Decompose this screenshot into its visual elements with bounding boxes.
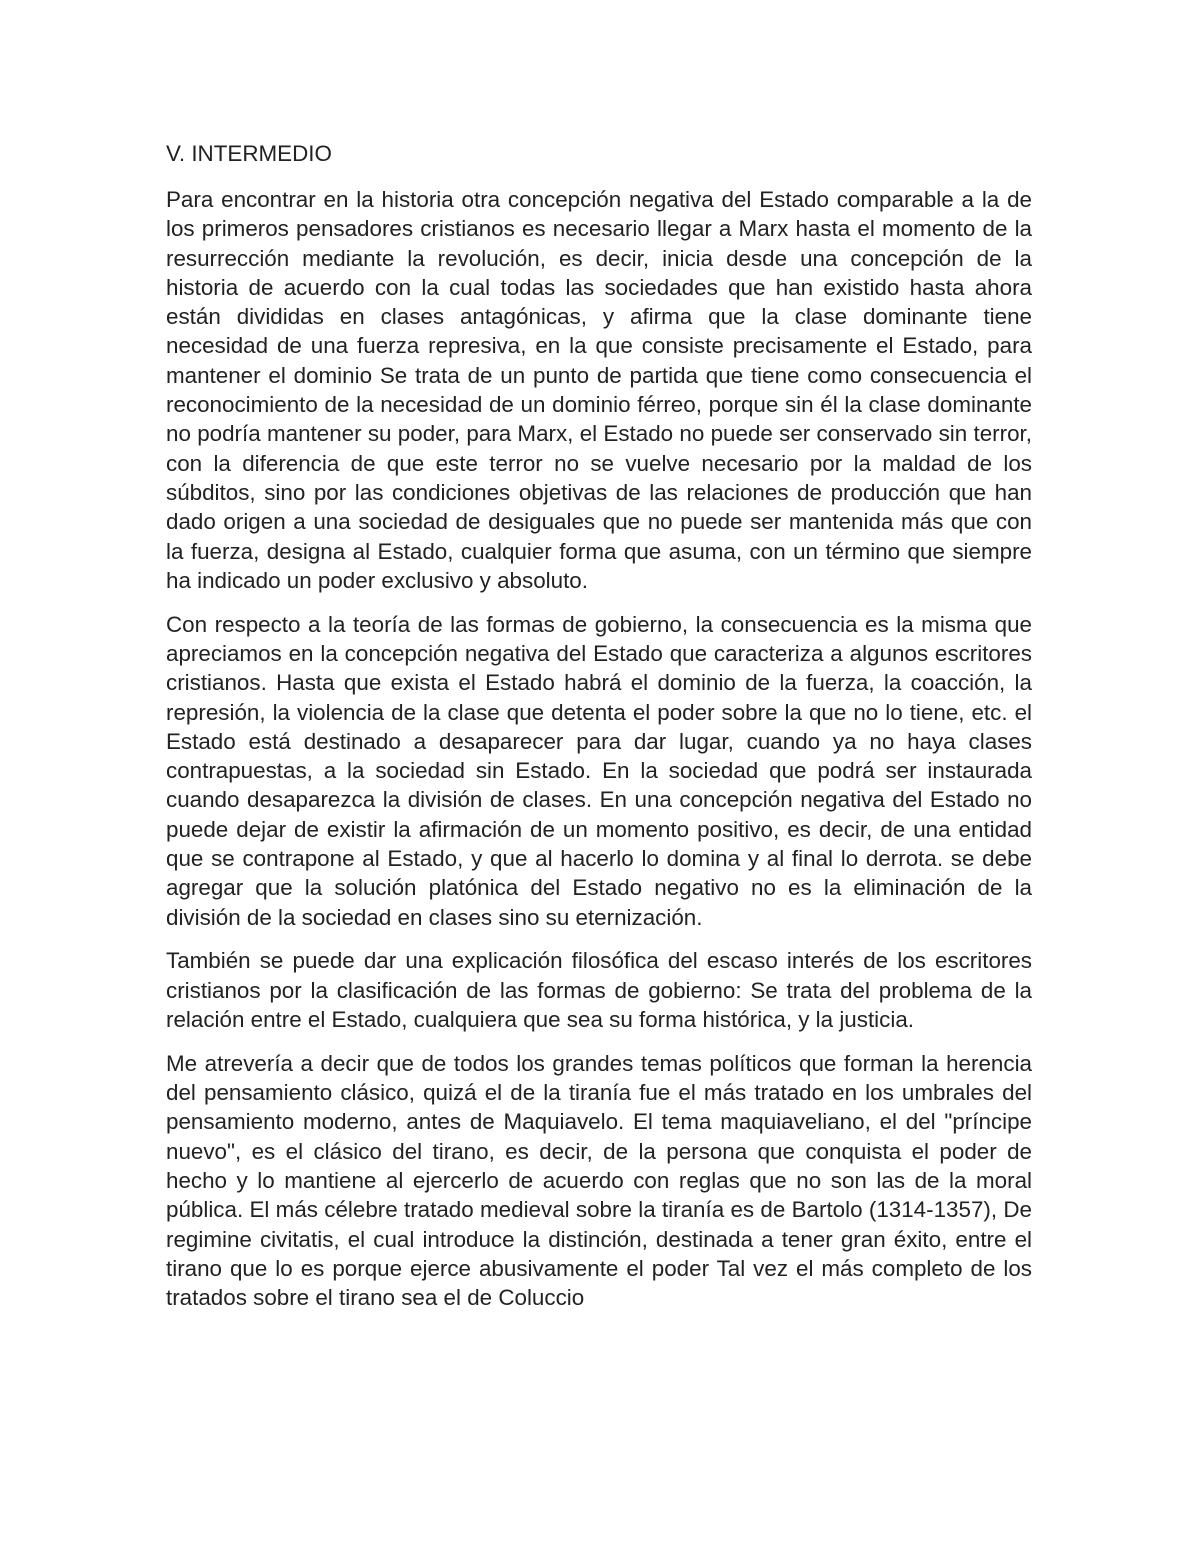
paragraph-1: Para encontrar en la historia otra concepción negativa del Estado comparable a la de los primeros pensadores cristianos es necesario llegar a Marx hasta el momento de la resurrección mediante la revolución, es decir, inicia desde una concepción de la historia de acuerdo con la cual todas las sociedades que han existido hasta ahora están divididas en clases antagónicas, y afirma que la clase dominante tiene necesidad de una fuerza represiva, en la que consiste precisamente el Estado, para mantener el dominio Se trata de un punto de partida que tiene como consecuencia el reconocimiento de la necesidad de un dominio férreo, porque sin él la clase dominante no podría mantener su poder, para Marx, el Estado no puede ser conservado sin terror, con la diferencia de que este terror no se vuelve necesario por la maldad de los súbditos, sino por las condiciones objetivas de las relaciones de producción que han dado origen a una sociedad de desiguales que no puede ser mantenida más que con la fuerza, designa al Estado, cualquier forma que asuma, con un término que siempre ha indicado un poder exclusivo y absoluto. [166,187,1032,593]
paragraph-4: Me atrevería a decir que de todos los grandes temas políticos que forman la herencia del pensamiento clásico, quizá el de la tiranía fue el más tratado en los umbrales del pensamiento moderno, antes de Maquiavelo. El tema maquiaveliano, el del "príncipe nuevo", es el clásico del tirano, es decir, de la persona que conquista el poder de hecho y lo mantiene al ejercerlo de acuerdo con reglas que no son las de la moral pública. El más célebre tratado medieval sobre la tiranía es de Bartolo (1314-1357), De regimine civitatis, el cual introduce la distinción, destinada a tener gran éxito, entre el tirano que lo es porque ejerce abusivamente el poder Tal vez el más completo de los tratados sobre el tirano sea el de Coluccio [166,1050,1032,1311]
section-heading: V. INTERMEDIO [166,141,332,166]
document-page [166,136,1032,1327]
paragraph-2: Con respecto a la teoría de las formas de gobierno, la consecuencia es la misma que apreciamos en la concepción negativa del Estado que caracteriza a algunos escritores cristianos. Hasta que exista el Estado habrá el dominio de la fuerza, la coacción, la represión, la violencia de la clase que detenta el poder sobre la que no lo tiene, etc. el Estado está destinado a desaparecer para dar lugar, cuando ya no haya clases contrapuestas, a la sociedad sin Estado. En la sociedad que podrá ser instaurada cuando desaparezca la división de clases. En una concepción negativa del Estado no puede dejar de existir la afirmación de un momento positivo, es decir, de una entidad que se contrapone al Estado, y que al hacerlo lo domina y al final lo derrota. se debe agregar que la solución platónica del Estado negativo no es la eliminación de la división de la sociedad en clases sino su eternización. [166,611,1032,930]
paragraph-3: También se puede dar una explicación filosófica del escaso interés de los escritores cristianos por la clasificación de las formas de gobierno: Se trata del problema de la relación entre el Estado, cualquiera que sea su forma histórica, y la justicia. [166,948,1032,1033]
